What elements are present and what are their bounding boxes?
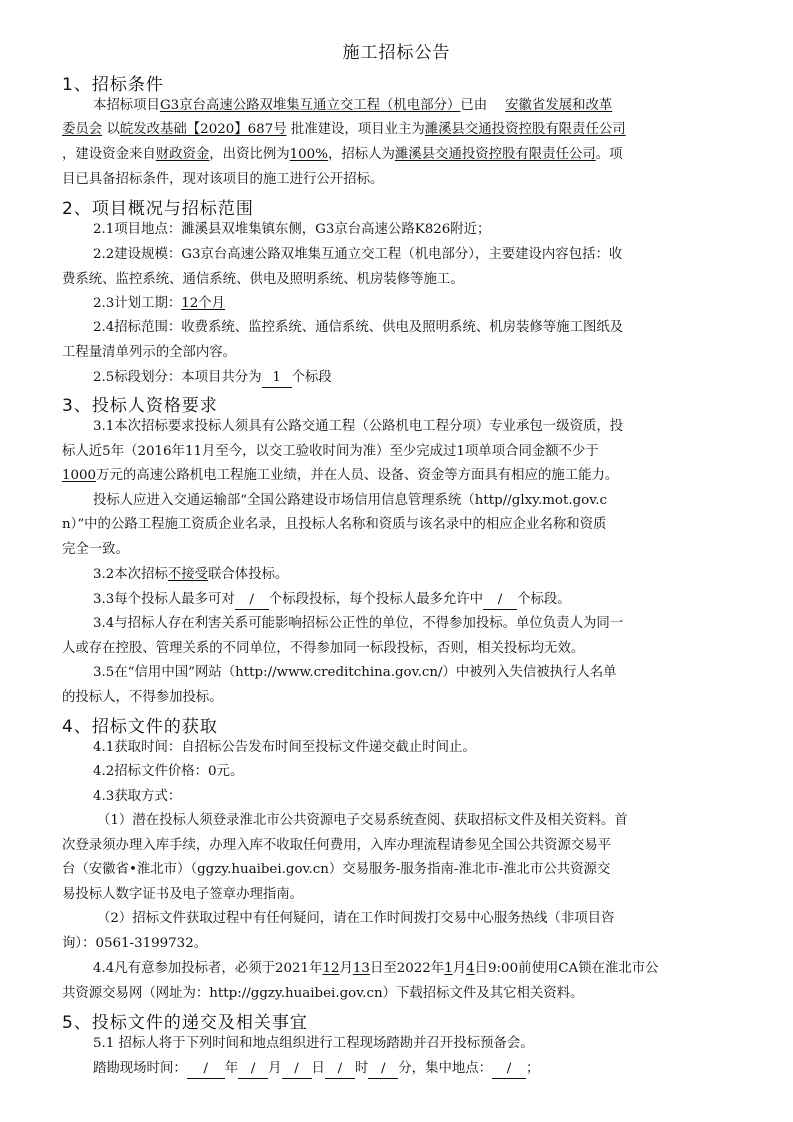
text: 2.5标段划分：本项目共分为: [93, 370, 262, 385]
project-owner: 濉溪县交通投资控股有限责任公司: [424, 122, 626, 137]
approval-authority: 安徽省发展和改革: [505, 98, 613, 113]
consortium-policy: 不接受: [167, 567, 209, 582]
start-day: 13: [352, 961, 370, 976]
blank-hour: /: [325, 1060, 355, 1079]
text: 个标段。: [517, 592, 571, 607]
text: 月: [268, 1061, 282, 1076]
approval-document-no: 皖发改基础【2020】687号: [119, 122, 287, 137]
text: 万元的高速公路机电工程施工业绩，并在人员、设备、资金等方面具有相应的施工能力。: [96, 468, 619, 483]
text: 日9:00前使用CA锁在淮北市公: [474, 961, 659, 976]
s5-line-1: 5.1 招标人将于下列时间和地点组织进行工程现场踏勘并召开投标预备会。: [93, 1036, 534, 1051]
s3-line-11: 3.5在“信用中国”网站（http://www.creditchina.gov.cn/）中被列入失信被执行人名单: [93, 665, 617, 680]
min-contract-amount: 1000: [62, 468, 97, 483]
text: ；: [526, 1061, 540, 1076]
text: 分，集中地点：: [398, 1061, 493, 1076]
s4-line-10: [93, 957, 659, 982]
s3-line-9: 3.4与招标人存在利害关系可能影响招标公正性的单位，不得参加投标。单位负责人为同一: [93, 616, 624, 631]
section-1-heading: 1、招标条件: [62, 75, 164, 95]
text: 个标段: [291, 370, 332, 385]
s5-line-2: [93, 1057, 539, 1082]
s4-line-9: 询）：0561-3199732。: [62, 936, 208, 951]
s3-line-2: 标人近5年（2016年11月至今，以交工验收时间为准）至少完成过1项单项合同金额不少于: [62, 444, 599, 459]
text: 本招标项目: [93, 98, 160, 113]
text: ，建设资金来自: [62, 147, 156, 162]
s4-line-5: 次登录须办理入库手续，办理入库不收取任何费用，入库办理流程请参见全国公共资源交易平: [62, 838, 612, 853]
text: 月: [452, 961, 467, 976]
section-5-heading: 5、投标文件的递交及相关事宜: [62, 1013, 308, 1033]
tenderer: 濉溪县交通投资控股有限责任公司: [394, 147, 596, 162]
s4-line-7: 易投标人数字证书及电子签章办理指南。: [62, 887, 304, 902]
blank-month: /: [238, 1060, 268, 1079]
end-day: 4: [466, 961, 475, 976]
s4-line-8: （2）招标文件获取过程中有任何疑问，请在工作时间拨打交易中心服务热线（非项目咨: [97, 911, 615, 926]
blank-year: /: [187, 1060, 225, 1079]
s2-line-6: 工程量清单列示的全部内容。: [62, 345, 237, 360]
text: 联合体投标。: [208, 567, 289, 582]
section-2-heading: 2、项目概况与招标范围: [62, 199, 254, 219]
blank-minute: /: [368, 1060, 398, 1079]
section-4-heading: 4、招标文件的获取: [62, 717, 218, 737]
s3-line-7: [93, 563, 288, 588]
text: 年: [224, 1061, 239, 1076]
funding-ratio: 100%: [289, 147, 328, 162]
s2-line-1: 2.1项目地点：濉溪县双堆集镇东侧，G3京台高速公路K826附近；: [93, 222, 491, 237]
s4-line-6: 台（安徽省•淮北市）（ggzy.huaibei.gov.cn）交易服务-服务指南-淮北市-淮北市公共资源交: [62, 862, 611, 877]
s3-line-8: [93, 588, 571, 613]
section-count: 1: [262, 369, 292, 388]
s4-line-3: 4.3获取方式：: [93, 789, 182, 804]
s2-line-3: 费系统、监控系统、通信系统、供电及照明系统、机房装修等施工。: [62, 272, 464, 287]
text: 2.3计划工期：: [93, 296, 182, 311]
s1-line-4: 目已具备招标条件，现对该项目的施工进行公开招标。: [62, 172, 384, 187]
s1-line-1: [93, 94, 612, 119]
s3-line-10: 人或存在控股、管理关系的不同单位，不得参加同一标段投标，否则，相关投标均无效。: [62, 641, 585, 656]
text: 已由: [460, 98, 488, 113]
text: 3.2本次招标: [93, 567, 168, 582]
construction-period: 12个月: [181, 296, 226, 311]
text: 日: [311, 1061, 325, 1076]
blank-field: /: [483, 591, 517, 610]
s2-line-5: 2.4招标范围：收费系统、监控系统、通信系统、供电及照明系统、机房装修等施工图纸及: [93, 320, 624, 335]
s3-line-3: [62, 464, 618, 489]
blank-location: /: [492, 1060, 526, 1079]
text: 批准建设，项目业主为: [290, 122, 425, 137]
text: 个标段投标，每个投标人最多允许中: [268, 592, 484, 607]
s4-line-2: 4.2招标文件价格：0元。: [93, 764, 244, 779]
end-month: 1: [444, 961, 453, 976]
s1-line-2: [62, 118, 626, 143]
s1-line-3: [62, 143, 623, 168]
start-month: 12: [322, 961, 340, 976]
blank-field: /: [235, 591, 269, 610]
section-3-heading: 3、投标人资格要求: [62, 396, 218, 416]
text: 3.3每个投标人最多可对: [93, 592, 235, 607]
s3-line-6: 完全一致。: [62, 542, 129, 557]
text: 。项: [595, 147, 623, 162]
s3-line-1: 3.1本次招标要求投标人须具有公路交通工程（公路机电工程分项）专业承包一级资质，投: [93, 419, 624, 434]
project-name: G3京台高速公路双堆集互通立交工程（机电部分）: [159, 98, 461, 113]
funding-source: 财政资金: [155, 147, 210, 162]
page-title: 施工招标公告: [342, 43, 451, 63]
s4-line-11: 共资源交易网（网址为：http://ggzy.huaibei.gov.cn）下载招标文件及其它相关资料。: [62, 986, 584, 1001]
s2-line-4: [93, 292, 225, 317]
text: 以: [106, 122, 120, 137]
text: 时: [354, 1061, 369, 1076]
text: 踏勘现场时间：: [93, 1061, 187, 1076]
approval-authority-cont: 委员会: [62, 122, 103, 137]
text: 日至2022年: [369, 961, 445, 976]
s3-line-4: 投标人应进入交通运输部“全国公路建设市场信用信息管理系统（http//glxy.mot.gov.c: [93, 493, 607, 508]
text: ，出资比例为: [209, 147, 290, 162]
s3-line-5: n）”中的公路工程施工资质企业名录，且投标人名称和资质与该名录中的相应企业名称和资质: [62, 517, 607, 532]
s2-line-7: [93, 366, 332, 391]
s4-line-4: （1）潜在投标人须登录淮北市公共资源电子交易系统查阅、获取招标文件及相关资料。首: [97, 813, 628, 828]
s2-line-2: 2.2建设规模：G3京台高速公路双堆集互通立交工程（机电部分），主要建设内容包括：收: [93, 247, 623, 262]
text: ，招标人为: [327, 147, 395, 162]
text: 月: [339, 961, 353, 976]
text: 4.4凡有意参加投标者，必须于2021年: [93, 961, 323, 976]
s4-line-1: 4.1获取时间：自招标公告发布时间至投标文件递交截止时间止。: [93, 740, 476, 755]
blank-day: /: [282, 1060, 312, 1079]
s3-line-12: 的投标人，不得参加投标。: [62, 690, 223, 705]
